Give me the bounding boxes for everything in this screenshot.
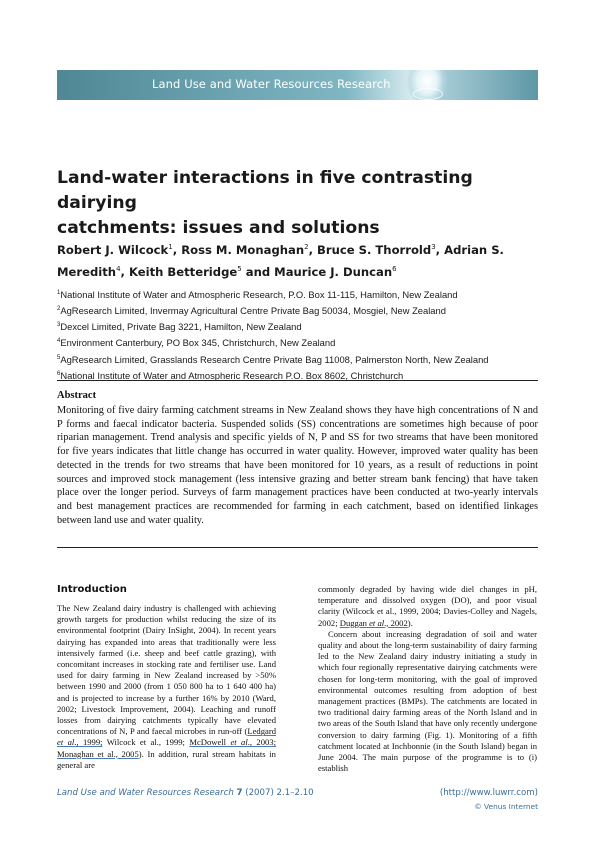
abstract-bottom-rule [57,547,538,548]
affiliation [57,334,547,350]
affiliation [57,318,547,334]
author-name: Maurice J. Duncan [274,264,393,279]
author-name: Ross M. Monaghan [181,242,305,257]
text-run: ). In addition, rural stream habitats in general are [57,748,276,770]
text-run: et al [226,737,248,748]
affiliation-text: Dexcel Limited, Private Bag 3221, Hamilton, New Zealand [60,321,302,333]
author-sup: 3 [431,243,436,251]
text-run: Duggan [339,617,367,628]
text-run: ., 1999; [74,737,103,748]
affiliation-text: AgResearch Limited, Grasslands Research Centre Private Bag 11008, Palmerston North, New Zealand [60,353,489,365]
volume-number: 7 [236,788,243,798]
abstract-heading: Abstract [57,390,97,401]
author-sep: , [308,242,318,257]
author-sep: and [241,264,275,279]
affiliation-sup: 6 [57,370,61,377]
water-ripple-icon [413,88,443,100]
text-run: ., 2005 [113,748,139,759]
author-sup: 6 [392,264,397,273]
footer-url[interactable]: (http://www.luwrr.com) [439,788,538,798]
body-column-left [57,603,276,771]
introduction-heading: Introduction [57,584,127,595]
affiliation [57,351,547,367]
author-sup: 1 [168,243,173,251]
text-run: ., 2002 [384,617,408,628]
affiliation-text: Environment Canterbury, PO Box 345, Christchurch, New Zealand [60,337,336,349]
text-run: McDowell [189,737,227,748]
journal-banner [57,70,538,100]
paragraph [57,603,276,771]
text-run: Wilcock et al., 1999; [102,737,190,748]
affiliation-text: National Institute of Water and Atmospheric Research P.O. Box 8602, Christchurch [60,369,404,381]
footer-citation [57,788,314,798]
affiliation-sup: 5 [57,354,61,361]
text-run: The New Zealand dairy industry is challenged with achieving growth targets for production whilst reducing the size of its environmental footprint (Dairy InSight, 2004). In recent years dairying has expanded into areas that traditionally were less intensively farmed (i.e. sheep and beef cattle grazing), with concomitant increases in stocking rate and fertiliser use. Land used for dairy farming in New Zealand increased by >50% between 1990 and 2000 (from 1 050 800 ha to 1 640 400 ha) and is projected to increase by a further 16% by 2010 (Ward, 2002; Livestock Improvement, 2004). Leaching and runoff losses from dairying catchments typically have elevated concentrations of N, P and faecal microbes in run-off ( [57,603,276,737]
text-run: ). [407,617,413,628]
author-sep: , [435,242,445,257]
paragraph: Concern about increasing degradation of soil and water quality and about the long-term sustainability of dairy farming led to the New Zealand dairy industry initiating a study in which four regionally representative dairying catchments were chosen for long-term monitoring, with the goal of improved environmental outcomes resulting from adoption of best management practices (BMPs). The catchments are located in two traditional dairy farming areas of the North Island and in two areas of the South Island that have only recently undergone conversion to dairy farming (Fig. 1). Monitoring of a fifth catchment located at Inchbonnie (in the South Island) began in June 2004. The main purpose of the programme is to (i) establish [318,628,537,774]
affiliation [57,302,547,318]
affiliation-sup: 1 [57,290,61,296]
abstract-top-rule [57,380,538,381]
banner-title: Land Use and Water Resources Research [152,77,391,91]
affiliation-text: National Institute of Water and Atmospheric Research, P.O. Box 11-115, Hamilton, New Zealand [60,289,458,301]
affiliation-text: AgResearch Limited, Invermay Agricultural Centre Private Bag 50034, Mosgiel, New Zealand [60,305,446,317]
author-sep: , [120,264,129,279]
affiliation-list [57,286,547,383]
affiliation-sup: 3 [57,322,61,329]
text-run: ., 2003; Monaghan et al [57,737,276,759]
author-name: Bruce S. Thorrold [317,242,432,257]
author-name: Keith Betteridge [128,264,238,279]
author-sup: 5 [237,264,242,273]
article-title [57,166,547,241]
footer-copyright: © Venus Internet [474,802,538,811]
text-run: Ledgard [247,726,276,737]
affiliation-sup: 4 [57,338,61,345]
affiliation [57,286,547,302]
text-run: et al [366,617,385,628]
author-sup: 4 [116,264,121,273]
citation-link[interactable] [340,618,408,628]
title-line-2: catchments: issues and solutions [57,218,380,238]
author-name: Robert J. Wilcock [57,242,169,257]
author-sup: 2 [304,243,309,251]
author-sep: , [172,242,182,257]
body-column-right [318,584,537,774]
citation-pages: (2007) 2.1–2.10 [245,788,314,798]
journal-name: Land Use and Water Resources Research [57,788,234,798]
paragraph [318,584,537,629]
title-line-1: Land-water interactions in five contrasting dairying [57,168,473,213]
author-name: Adrian S. Meredith [57,242,504,279]
affiliation-sup: 2 [57,306,61,313]
abstract-body: Monitoring of five dairy farming catchment streams in New Zealand shows they have high concentrations of N and P forms and faecal indicator bacteria. Suspended solids (SS) concentrations are sometimes high because of poor riparian management. Trend analysis and specific yields of N, P and SS for two streams that have been monitored for five years indicates that little change has occurred in water quality. However, improved water quality has been detected in the trends for two streams that have been monitored for 10 years, as a result of reductions in point sources and improved stock management (less intensive grazing and better stream bank fencing) that have taken place over the longer period. Surveys of farm management practices have been conducted at two-yearly intervals and best management practices are recommended for farming in each catchment, based on identified linkages between land use and water quality. [57,405,538,526]
text-run: commonly degraded by having wide diel changes in pH, temperature and dissolved oxygen (DO), and poor visual clarity (Wilcock et al., 1999, 2004; Davies-Colley and Nagels, 2002; [318,584,537,628]
author-list [57,238,547,282]
text-run: et al [57,737,75,748]
